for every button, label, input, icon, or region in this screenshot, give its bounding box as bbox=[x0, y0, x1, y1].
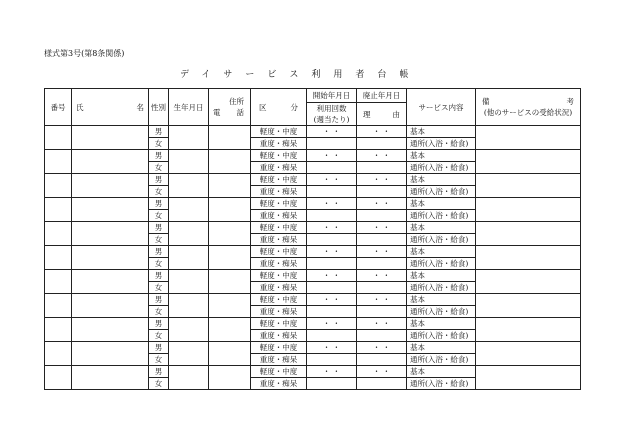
sex-male-label[interactable]: 男 bbox=[149, 174, 169, 186]
user-ledger-table bbox=[44, 88, 581, 390]
cell-number[interactable] bbox=[45, 270, 72, 294]
sex-male-label[interactable]: 男 bbox=[149, 342, 169, 354]
ledger-body bbox=[45, 126, 581, 390]
cell-name[interactable] bbox=[72, 246, 149, 270]
cell-address-phone[interactable] bbox=[209, 222, 251, 246]
cell-number[interactable] bbox=[45, 342, 72, 366]
cell-address-phone[interactable] bbox=[209, 198, 251, 222]
cell-remarks[interactable] bbox=[476, 246, 581, 270]
usage-count-cell[interactable] bbox=[307, 186, 357, 198]
cell-birth[interactable] bbox=[169, 294, 209, 318]
cell-number[interactable] bbox=[45, 222, 72, 246]
end-date-cell[interactable]: ・ ・ bbox=[357, 294, 407, 306]
start-date-cell[interactable]: ・ ・ bbox=[307, 246, 357, 258]
sex-female-label[interactable]: 女 bbox=[149, 330, 169, 342]
cell-name[interactable] bbox=[72, 270, 149, 294]
record-row-top bbox=[45, 270, 581, 282]
cell-remarks[interactable] bbox=[476, 270, 581, 294]
category-mild-label[interactable]: 軽度・中度 bbox=[251, 318, 307, 330]
cell-address-phone[interactable] bbox=[209, 366, 251, 390]
end-date-cell[interactable]: ・ ・ bbox=[357, 246, 407, 258]
service-basic-label[interactable]: 基本 bbox=[407, 318, 476, 330]
header-sex: 性別 bbox=[149, 89, 169, 126]
service-basic-label[interactable]: 基本 bbox=[407, 198, 476, 210]
usage-count-cell[interactable] bbox=[307, 330, 357, 342]
service-basic-label[interactable]: 基本 bbox=[407, 366, 476, 378]
reason-cell[interactable] bbox=[357, 138, 407, 150]
service-commute-label[interactable]: 通所(入浴・給食) bbox=[407, 282, 476, 294]
cell-number[interactable] bbox=[45, 198, 72, 222]
header-address-phone bbox=[209, 89, 251, 126]
sex-male-label[interactable]: 男 bbox=[149, 198, 169, 210]
reason-cell[interactable] bbox=[357, 282, 407, 294]
header-reason-left: 理 bbox=[363, 109, 371, 119]
reason-cell[interactable] bbox=[357, 354, 407, 366]
category-mild-label[interactable]: 軽度・中度 bbox=[251, 294, 307, 306]
reason-cell[interactable] bbox=[357, 330, 407, 342]
reason-cell[interactable] bbox=[357, 258, 407, 270]
cell-name[interactable] bbox=[72, 366, 149, 390]
reason-cell[interactable] bbox=[357, 162, 407, 174]
sex-female-label[interactable]: 女 bbox=[149, 258, 169, 270]
cell-remarks[interactable] bbox=[476, 150, 581, 174]
start-date-cell[interactable]: ・ ・ bbox=[307, 126, 357, 138]
sex-male-label[interactable]: 男 bbox=[149, 222, 169, 234]
record-row-top bbox=[45, 318, 581, 330]
cell-number[interactable] bbox=[45, 366, 72, 390]
cell-number[interactable] bbox=[45, 246, 72, 270]
service-basic-label[interactable]: 基本 bbox=[407, 246, 476, 258]
header-end-date: 廃止年月日 bbox=[357, 89, 407, 103]
start-date-cell[interactable]: ・ ・ bbox=[307, 342, 357, 354]
category-mild-label[interactable]: 軽度・中度 bbox=[251, 246, 307, 258]
sex-female-label[interactable]: 女 bbox=[149, 138, 169, 150]
reason-cell[interactable] bbox=[357, 186, 407, 198]
cell-birth[interactable] bbox=[169, 150, 209, 174]
category-severe-label[interactable]: 重度・痴呆 bbox=[251, 138, 307, 150]
service-commute-label[interactable]: 通所(入浴・給食) bbox=[407, 234, 476, 246]
sex-female-label[interactable]: 女 bbox=[149, 354, 169, 366]
usage-count-cell[interactable] bbox=[307, 162, 357, 174]
service-basic-label[interactable]: 基本 bbox=[407, 222, 476, 234]
header-reason-right: 由 bbox=[392, 109, 400, 119]
cell-number[interactable] bbox=[45, 174, 72, 198]
category-severe-label[interactable]: 重度・痴呆 bbox=[251, 378, 307, 390]
header-remarks-line2: (他のサービスの受給状況) bbox=[483, 108, 573, 117]
usage-count-cell[interactable] bbox=[307, 138, 357, 150]
usage-count-cell[interactable] bbox=[307, 258, 357, 270]
cell-address-phone[interactable] bbox=[209, 126, 251, 150]
header-category-left: 区 bbox=[259, 102, 267, 112]
cell-name[interactable] bbox=[72, 342, 149, 366]
header-name-left: 氏 bbox=[76, 102, 84, 112]
cell-address-phone[interactable] bbox=[209, 150, 251, 174]
category-severe-label[interactable]: 重度・痴呆 bbox=[251, 282, 307, 294]
end-date-cell[interactable]: ・ ・ bbox=[357, 150, 407, 162]
header-service: サービス内容 bbox=[407, 89, 476, 126]
category-severe-label[interactable]: 重度・痴呆 bbox=[251, 234, 307, 246]
sex-male-label[interactable]: 男 bbox=[149, 126, 169, 138]
sex-female-label[interactable]: 女 bbox=[149, 210, 169, 222]
service-commute-label[interactable]: 通所(入浴・給食) bbox=[407, 162, 476, 174]
service-commute-label[interactable]: 通所(入浴・給食) bbox=[407, 186, 476, 198]
header-category-right: 分 bbox=[290, 102, 298, 112]
category-mild-label[interactable]: 軽度・中度 bbox=[251, 174, 307, 186]
cell-name[interactable] bbox=[72, 318, 149, 342]
header-category bbox=[251, 89, 307, 126]
service-commute-label[interactable]: 通所(入浴・給食) bbox=[407, 258, 476, 270]
start-date-cell[interactable]: ・ ・ bbox=[307, 222, 357, 234]
record-row-top bbox=[45, 294, 581, 306]
sex-female-label[interactable]: 女 bbox=[149, 186, 169, 198]
cell-remarks[interactable] bbox=[476, 294, 581, 318]
start-date-cell[interactable]: ・ ・ bbox=[307, 366, 357, 378]
header-remarks-left: 備 bbox=[482, 97, 490, 106]
header-name-right: 名 bbox=[136, 102, 144, 112]
usage-count-cell[interactable] bbox=[307, 354, 357, 366]
cell-birth[interactable] bbox=[169, 342, 209, 366]
category-mild-label[interactable]: 軽度・中度 bbox=[251, 342, 307, 354]
header-address-left: 住 bbox=[229, 97, 237, 106]
service-commute-label[interactable]: 通所(入浴・給食) bbox=[407, 138, 476, 150]
end-date-cell[interactable]: ・ ・ bbox=[357, 174, 407, 186]
category-severe-label[interactable]: 重度・痴呆 bbox=[251, 258, 307, 270]
service-commute-label[interactable]: 通所(入浴・給食) bbox=[407, 306, 476, 318]
cell-address-phone[interactable] bbox=[209, 246, 251, 270]
form-number: 様式第3号(第8条関係) bbox=[44, 49, 125, 58]
header-remarks-right: 考 bbox=[566, 97, 574, 106]
end-date-cell[interactable]: ・ ・ bbox=[357, 342, 407, 354]
record-row-top bbox=[45, 366, 581, 378]
record-row-top bbox=[45, 342, 581, 354]
sex-male-label[interactable]: 男 bbox=[149, 294, 169, 306]
service-commute-label[interactable]: 通所(入浴・給食) bbox=[407, 354, 476, 366]
cell-birth[interactable] bbox=[169, 222, 209, 246]
cell-birth[interactable] bbox=[169, 126, 209, 150]
cell-birth[interactable] bbox=[169, 318, 209, 342]
category-severe-label[interactable]: 重度・痴呆 bbox=[251, 330, 307, 342]
category-severe-label[interactable]: 重度・痴呆 bbox=[251, 354, 307, 366]
sex-male-label[interactable]: 男 bbox=[149, 270, 169, 282]
cell-remarks[interactable] bbox=[476, 366, 581, 390]
header-start-date: 開始年月日 bbox=[307, 89, 357, 103]
start-date-cell[interactable]: ・ ・ bbox=[307, 174, 357, 186]
usage-count-cell[interactable] bbox=[307, 306, 357, 318]
record-row-top bbox=[45, 150, 581, 162]
cell-address-phone[interactable] bbox=[209, 342, 251, 366]
cell-birth[interactable] bbox=[169, 198, 209, 222]
cell-number[interactable] bbox=[45, 294, 72, 318]
cell-address-phone[interactable] bbox=[209, 294, 251, 318]
start-date-cell[interactable]: ・ ・ bbox=[307, 318, 357, 330]
service-commute-label[interactable]: 通所(入浴・給食) bbox=[407, 210, 476, 222]
sex-female-label[interactable]: 女 bbox=[149, 306, 169, 318]
start-date-cell[interactable]: ・ ・ bbox=[307, 294, 357, 306]
cell-name[interactable] bbox=[72, 126, 149, 150]
usage-count-cell[interactable] bbox=[307, 282, 357, 294]
page-title: デイサービス利用者台帳 bbox=[180, 70, 422, 80]
start-date-cell[interactable]: ・ ・ bbox=[307, 150, 357, 162]
cell-name[interactable] bbox=[72, 150, 149, 174]
cell-birth[interactable] bbox=[169, 174, 209, 198]
service-basic-label[interactable]: 基本 bbox=[407, 294, 476, 306]
sex-female-label[interactable]: 女 bbox=[149, 378, 169, 390]
category-mild-label[interactable]: 軽度・中度 bbox=[251, 150, 307, 162]
header-phone-right: 話 bbox=[236, 108, 244, 117]
header-name bbox=[72, 89, 149, 126]
reason-cell[interactable] bbox=[357, 378, 407, 390]
cell-birth[interactable] bbox=[169, 246, 209, 270]
cell-number[interactable] bbox=[45, 318, 72, 342]
category-severe-label[interactable]: 重度・痴呆 bbox=[251, 210, 307, 222]
record-row-top bbox=[45, 174, 581, 186]
cell-remarks[interactable] bbox=[476, 174, 581, 198]
sex-male-label[interactable]: 男 bbox=[149, 366, 169, 378]
record-row-top bbox=[45, 198, 581, 210]
usage-count-cell[interactable] bbox=[307, 210, 357, 222]
service-commute-label[interactable]: 通所(入浴・給食) bbox=[407, 378, 476, 390]
header-number: 番号 bbox=[45, 89, 72, 126]
cell-remarks[interactable] bbox=[476, 342, 581, 366]
usage-count-cell[interactable] bbox=[307, 234, 357, 246]
category-mild-label[interactable]: 軽度・中度 bbox=[251, 126, 307, 138]
reason-cell[interactable] bbox=[357, 306, 407, 318]
end-date-cell[interactable]: ・ ・ bbox=[357, 126, 407, 138]
service-basic-label[interactable]: 基本 bbox=[407, 126, 476, 138]
usage-count-cell[interactable] bbox=[307, 378, 357, 390]
cell-name[interactable] bbox=[72, 198, 149, 222]
header-birth: 生年月日 bbox=[169, 89, 209, 126]
service-basic-label[interactable]: 基本 bbox=[407, 174, 476, 186]
cell-number[interactable] bbox=[45, 150, 72, 174]
cell-address-phone[interactable] bbox=[209, 270, 251, 294]
cell-remarks[interactable] bbox=[476, 318, 581, 342]
cell-birth[interactable] bbox=[169, 366, 209, 390]
record-row-top bbox=[45, 126, 581, 138]
header-reason bbox=[357, 103, 407, 126]
end-date-cell[interactable]: ・ ・ bbox=[357, 366, 407, 378]
cell-remarks[interactable] bbox=[476, 222, 581, 246]
cell-remarks[interactable] bbox=[476, 126, 581, 150]
end-date-cell[interactable]: ・ ・ bbox=[357, 318, 407, 330]
cell-address-phone[interactable] bbox=[209, 318, 251, 342]
category-severe-label[interactable]: 重度・痴呆 bbox=[251, 162, 307, 174]
header-address-right: 所 bbox=[236, 97, 244, 106]
category-mild-label[interactable]: 軽度・中度 bbox=[251, 366, 307, 378]
sex-female-label[interactable]: 女 bbox=[149, 282, 169, 294]
reason-cell[interactable] bbox=[357, 234, 407, 246]
sex-male-label[interactable]: 男 bbox=[149, 246, 169, 258]
header-phone-left: 電 bbox=[213, 108, 221, 117]
header-usage-line1: 利用回数 bbox=[316, 104, 347, 113]
cell-name[interactable] bbox=[72, 174, 149, 198]
cell-remarks[interactable] bbox=[476, 198, 581, 222]
category-mild-label[interactable]: 軽度・中度 bbox=[251, 270, 307, 282]
reason-cell[interactable] bbox=[357, 210, 407, 222]
service-basic-label[interactable]: 基本 bbox=[407, 342, 476, 354]
cell-name[interactable] bbox=[72, 222, 149, 246]
service-commute-label[interactable]: 通所(入浴・給食) bbox=[407, 330, 476, 342]
category-severe-label[interactable]: 重度・痴呆 bbox=[251, 186, 307, 198]
service-basic-label[interactable]: 基本 bbox=[407, 270, 476, 282]
sex-female-label[interactable]: 女 bbox=[149, 234, 169, 246]
end-date-cell[interactable]: ・ ・ bbox=[357, 222, 407, 234]
record-row-top bbox=[45, 246, 581, 258]
start-date-cell[interactable]: ・ ・ bbox=[307, 270, 357, 282]
cell-birth[interactable] bbox=[169, 270, 209, 294]
header-usage-line2: (週当たり) bbox=[313, 115, 350, 124]
cell-address-phone[interactable] bbox=[209, 174, 251, 198]
cell-name[interactable] bbox=[72, 294, 149, 318]
start-date-cell[interactable]: ・ ・ bbox=[307, 198, 357, 210]
end-date-cell[interactable]: ・ ・ bbox=[357, 270, 407, 282]
sex-male-label[interactable]: 男 bbox=[149, 150, 169, 162]
category-mild-label[interactable]: 軽度・中度 bbox=[251, 198, 307, 210]
cell-number[interactable] bbox=[45, 126, 72, 150]
sex-male-label[interactable]: 男 bbox=[149, 318, 169, 330]
category-severe-label[interactable]: 重度・痴呆 bbox=[251, 306, 307, 318]
record-row-top bbox=[45, 222, 581, 234]
end-date-cell[interactable]: ・ ・ bbox=[357, 198, 407, 210]
sex-female-label[interactable]: 女 bbox=[149, 162, 169, 174]
header-remarks bbox=[476, 89, 581, 126]
service-basic-label[interactable]: 基本 bbox=[407, 150, 476, 162]
category-mild-label[interactable]: 軽度・中度 bbox=[251, 222, 307, 234]
header-usage bbox=[307, 103, 357, 126]
